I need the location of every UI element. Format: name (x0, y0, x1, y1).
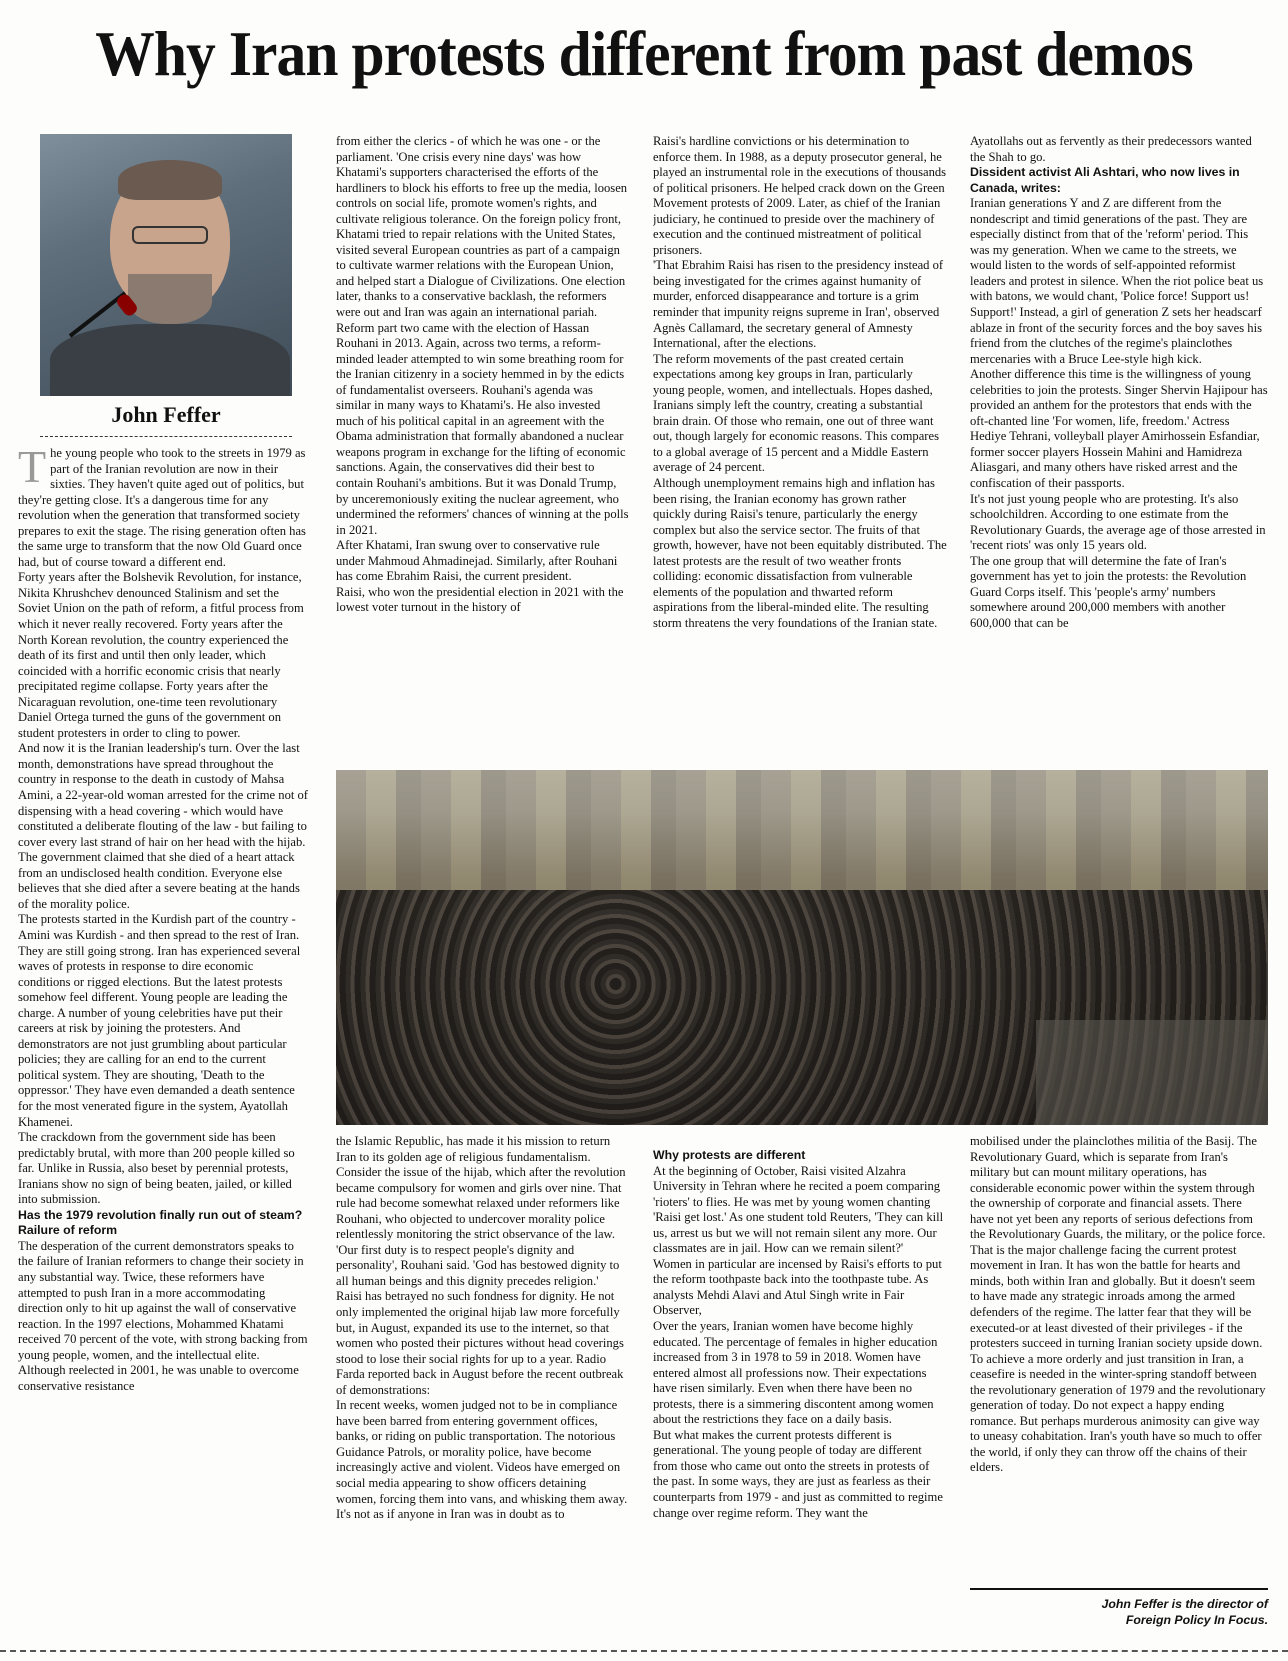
paragraph: That is the major challenge facing the current protest movement in Iran. It has won the battle for hearts and minds, both within Iran and globally. But it doesn't seem to have made any strategic inroads among the armed defenders of the regime. The latter fear that they will be executed-or at least divested of their privileges - if the protesters succeed in turning Iranian society upside down. (970, 1242, 1263, 1351)
paragraph: Another difference this time is the willingness of young celebrities to join the protests. Singer Shervin Hajipour has provided an anthem for the protestors that ends with the oft-chanted line 'For women, life, freedom.' Actress Hediye Tehrani, volleyball player Amirhossein Esfandiar, former soccer players Hossein Mahini and Hamidreza Aliasgari, and many others have risked arrest and the confiscation of their passports. (970, 367, 1268, 491)
paragraph: Although unemployment remains high and inflation has been rising, the Iranian economy has grown rather quickly during Raisi's tenure, particularly the energy complex but also the service sector. The fruits of that growth, however, have not been equitably distributed. The latest protests are the result of two weather fronts colliding: economic dissatisfaction from vulnerable elements of the population and thwarted reform aspirations from the liberal-minded elite. The resulting storm threatens the very foundations of the Iranian state. (653, 476, 947, 630)
paragraph: To achieve a more orderly and just transition in Iran, a ceasefire is needed in the winter-spring standoff between the revolutionary generation of 1979 and the revolutionary generation of today. Do not expect a happy ending romance. But perhaps murderous animosity can give way to uneasy cohabitation. Iran's youth have so much to offer the world, if only they can throw off the chains of their elders. (970, 1351, 1266, 1475)
paragraph: Raisi, who won the presidential election in 2021 with the lowest voter turnout in the history of (336, 584, 624, 615)
column-4-top (970, 134, 1268, 754)
dropcap: T (18, 446, 47, 492)
column-3-bottom (653, 1148, 947, 1624)
paragraph: 'That Ebrahim Raisi has risen to the presidency instead of being investigated for the crimes against humanity of murder, enforced disappearance and torture is a grim reminder that impunity reigns supreme in Iran', observed Agnès Callamard, the secretary general of Amnesty International, after the elections. (653, 258, 944, 351)
protest-photo (336, 770, 1268, 1125)
signature-divider (970, 1588, 1268, 1590)
paragraph: The protests started in the Kurdish part of the country - Amini was Kurdish - and then spread to the rest of Iran. They are still going strong. Iran has experienced several waves of protests in response to dire economic conditions or rigged elections. But the latest protests somehow feel different. Young people are leading the charge. A number of young celebrities have put their careers at risk by joining the protesters. And demonstrators are not just grumbling about particular policies; they are calling for an end to the current political system. They are shouting, 'Death to the oppressor.' They have even demanded a death sentence for the most venerated figure in the system, Ayatollah Khamenei. (18, 912, 301, 1129)
paragraph: Raisi's hardline convictions or his determination to enforce them. In 1988, as a deputy prosecutor general, he played an instrumental role in the executions of thousands of political prisoners. He helped crack down on the Green Movement protests of 2009. Later, as chief of the Iranian judiciary, he continued to preside over the machinery of execution and the continued mistreatment of political prisoners. (653, 134, 947, 257)
paragraph: The one group that will determine the fate of Iran's government has yet to join the protests: the Revolution Guard Corps itself. This 'people's army' numbers somewhere around 200,000 members with another 600,000 that can be (970, 553, 1247, 630)
page-bottom-divider (0, 1650, 1288, 1652)
subheading: Dissident activist Ali Ashtari, who now lives in Canada, writes: (970, 165, 1240, 195)
paragraph: Ayatollahs out as fervently as their predecessors wanted the Shah to go. (970, 134, 1252, 164)
paragraph: The reform movements of the past created certain expectations among key groups in Iran, particularly young people, women, and intellectuals. Hopes dashed, Iranians simply left the country, creating a substantial brain drain. Of those who remain, one out of three want out, though largely for economic reasons. This compares to a global average of 15 percent and a Middle Eastern average of 24 percent. (653, 351, 939, 475)
author-name: John Feffer (111, 402, 221, 427)
paragraph: In recent weeks, women judged not to be in compliance have been barred from entering government offices, banks, or riding on public transportation. The notorious Guidance Patrols, or morality police, have become increasingly active and violent. Videos have emerged on social media appearing to show officers detaining women, forcing them into vans, and whisking them away. (336, 1398, 628, 1506)
column-2-top (336, 134, 629, 754)
paragraph: from either the clerics - of which he was one - or the parliament. 'One crisis every nine days' was how Khatami's supporters characterised the efforts of the hardliners to block his efforts to free up the media, loosen controls on social life, promote women's rights, and cultivate religious tolerance. On the foreign policy front, Khatami tried to repair relations with the United States, visited several European countries as part of a campaign to cultivate warmer relations with the European Union, and helped start a Dialogue of Civilizations. One election later, thanks to a conservative backlash, the reformers were out and Iran was again an international pariah. (336, 134, 628, 320)
paragraph: Iranian generations Y and Z are different from the nondescript and timid generations of the past. They are especially distinct from that of the 'reform' period. This was my generation. When we came to the streets, we would listen to the words of self-appointed reformist leaders and protest in silence. When the riot police beat us with batons, we would chant, 'Police force! Support us! Support!' Instead, a girl of generation Z sets her headscarf ablaze in front of the security forces and the boy saves his friend from the clutches of the regime's plainclothes mercenaries with a Bruce Lee-style high kick. (970, 196, 1264, 366)
column-4-bottom (970, 1134, 1268, 1584)
paragraph: But what makes the current protests different is generational. The young people of today are different from those who came out onto the streets in protests of the past. In some ways, they are just as fearless as their counterparts from 1979 - and just as committed to regime change over regime reform. They want the (653, 1427, 943, 1520)
subheading: Railure of reform (18, 1223, 118, 1238)
author-divider (40, 436, 292, 437)
paragraph: Women in particular are incensed by Raisi's efforts to put the reform toothpaste back into the toothpaste tube. As analysts Mehdi Alavi and Atul Singh write in Fair Observer, (653, 1256, 942, 1318)
paragraph: The desperation of the current demonstrators speaks to the failure of Iranian reformers to change their society in any substantial way. Twice, these reformers have attempted to push Iran in a more accommodating direction only to hit up against the wall of conservative reaction. In the 1997 elections, Mohammed Khatami received 70 percent of the vote, with strong backing from young people, women, and the intellectual elite. Although reelected in 2001, he was unable to overcome conservative resistance (18, 1238, 308, 1393)
subheading: Has the 1979 revolution finally run out of steam? (18, 1207, 303, 1222)
author-bio-line: John Feffer is the director of (1101, 1597, 1268, 1611)
column-2-bottom (336, 1134, 629, 1624)
subheading: Why protests are different (653, 1148, 806, 1162)
paragraph: The crackdown from the government side has been predictably brutal, with more than 200 people killed so far. Unlike in Russia, also beset by perennial protests, Iranians show no sign of being beaten, jailed, or killed into submission. (18, 1130, 295, 1207)
paragraph: Forty years after the Bolshevik Revolution, for instance, Nikita Khrushchev denounced Stalinism and set the Soviet Union on the path of reform, a fitful process from which it never really recovered. Forty years after the North Korean revolution, the country experienced the death of its first and until then only leader, which coincided with a horrific economic crisis that nearly precipitated regime collapse. Forty years after the Nicaraguan revolution, one-time teen revolutionary Daniel Ortega turned the guns of the government on student protesters in order to cling to power. (18, 570, 304, 740)
column-1 (18, 446, 308, 1616)
paragraph: It's not just young people who are protesting. It's also schoolchildren. According to one estimate from the Revolutionary Guards, the average age of those arrested in 'recent riots' was only 15 years old. (970, 491, 1266, 553)
paragraph: It's not as if anyone in Iran was in doubt as to (336, 1507, 565, 1522)
paragraph: the Islamic Republic, has made it his mission to return Iran to its golden age of religious fundamentalism. Consider the issue of the hijab, which after the revolution became compulsory for women and girls over nine. That rule had become somewhat relaxed under reformers like Rouhani, who objected to undercover morality police relentlessly monitoring the strict observance of the law. 'Our first duty is to respect people's dignity and personality', Rouhani said. 'God has bestowed dignity to all human beings and this dignity precedes religion.' (336, 1134, 626, 1288)
paragraph: Reform part two came with the election of Hassan Rouhani in 2013. Again, across two terms, a reform-minded leader attempted to win some breathing room for the Iranian citizenry in a society hemmed in by the edicts of fundamentalist overseers. Rouhani's agenda was similar in many ways to Khatami's. He also invested much of his political capital in an agreement with the Obama administration that formally abandoned a nuclear weapons program in exchange for the lifting of economic sanctions. Again, the conservatives did their best to contain Rouhani's ambitions. But it was Donald Trump, by unceremoniously exiting the nuclear agreement, who undermined the reformers' chances of winning at the polls in 2021. (336, 320, 629, 537)
paragraph: The young people who took to the streets in 1979 as part of the Iranian revolution are now in their sixties. They haven't quite aged out of politics, but they're getting close. It's a dangerous time for any revolution when the generation that transformed society prepares to exit the stage. The rising generation often has the same urge to transform that the now Old Guard once had, but of course toward a different end. (18, 446, 306, 569)
author-photo (40, 134, 292, 396)
paragraph: Over the years, Iranian women have become highly educated. The percentage of females in higher education increased from 3 in 1978 to 59 in 2018. Women have entered almost all professions now. Their expectations have risen similarly. Even when there have been no protests, there is a simmering discontent among women about the restrictions they face on a daily basis. (653, 1319, 938, 1427)
author-bio-line: Foreign Policy In Focus. (1125, 1613, 1268, 1627)
column-3-top (653, 134, 947, 754)
headline: Why Iran protests different from past demos (95, 18, 1193, 89)
paragraph: At the beginning of October, Raisi visited Alzahra University in Tehran where he recited a poem comparing 'rioters' to flies. He was met by young women chanting 'Raisi get lost.' As one student told Reuters, 'They can kill us, arrest us but we will not remain silent any more. Our classmates are in jail. How can we remain silent?' (653, 1163, 944, 1256)
paragraph: After Khatami, Iran swung over to conservative rule under Mahmoud Ahmadinejad. Similarly, after Rouhani has come Ebrahim Raisi, the current president. (336, 538, 618, 584)
paragraph: And now it is the Iranian leadership's turn. Over the last month, demonstrations have spread throughout the country in response to the death in custody of Mahsa Amini, a 22-year-old woman arrested for the crime not of dispensing with a head covering - which would have constituted a deliberate flouting of the law - but failing to cover every last strand of hair on her head with the hijab. The government claimed that she died of a heart attack from an undisclosed health condition. Everyone else believes that she died after a severe beating at the hands of the morality police. (18, 741, 308, 911)
author-bio (970, 1596, 1268, 1628)
paragraph: Raisi has betrayed no such fondness for dignity. He not only implemented the original hijab law more forcefully but, in August, expanded its use to the internet, so that women who posted their pictures without head coverings stood to lose their social rights for up to a year. Radio Farda reported back in August before the recent outbreak of demonstrations: (336, 1289, 624, 1397)
paragraph: mobilised under the plainclothes militia of the Basij. The Revolutionary Guard, which is separate from Iran's military but can mount military operations, has considerable economic power within the system through the ownership of corporate and financial assets. There have not yet been any reports of serious defections from the Revolutionary Guards, the military, or the police force. (970, 1134, 1266, 1242)
